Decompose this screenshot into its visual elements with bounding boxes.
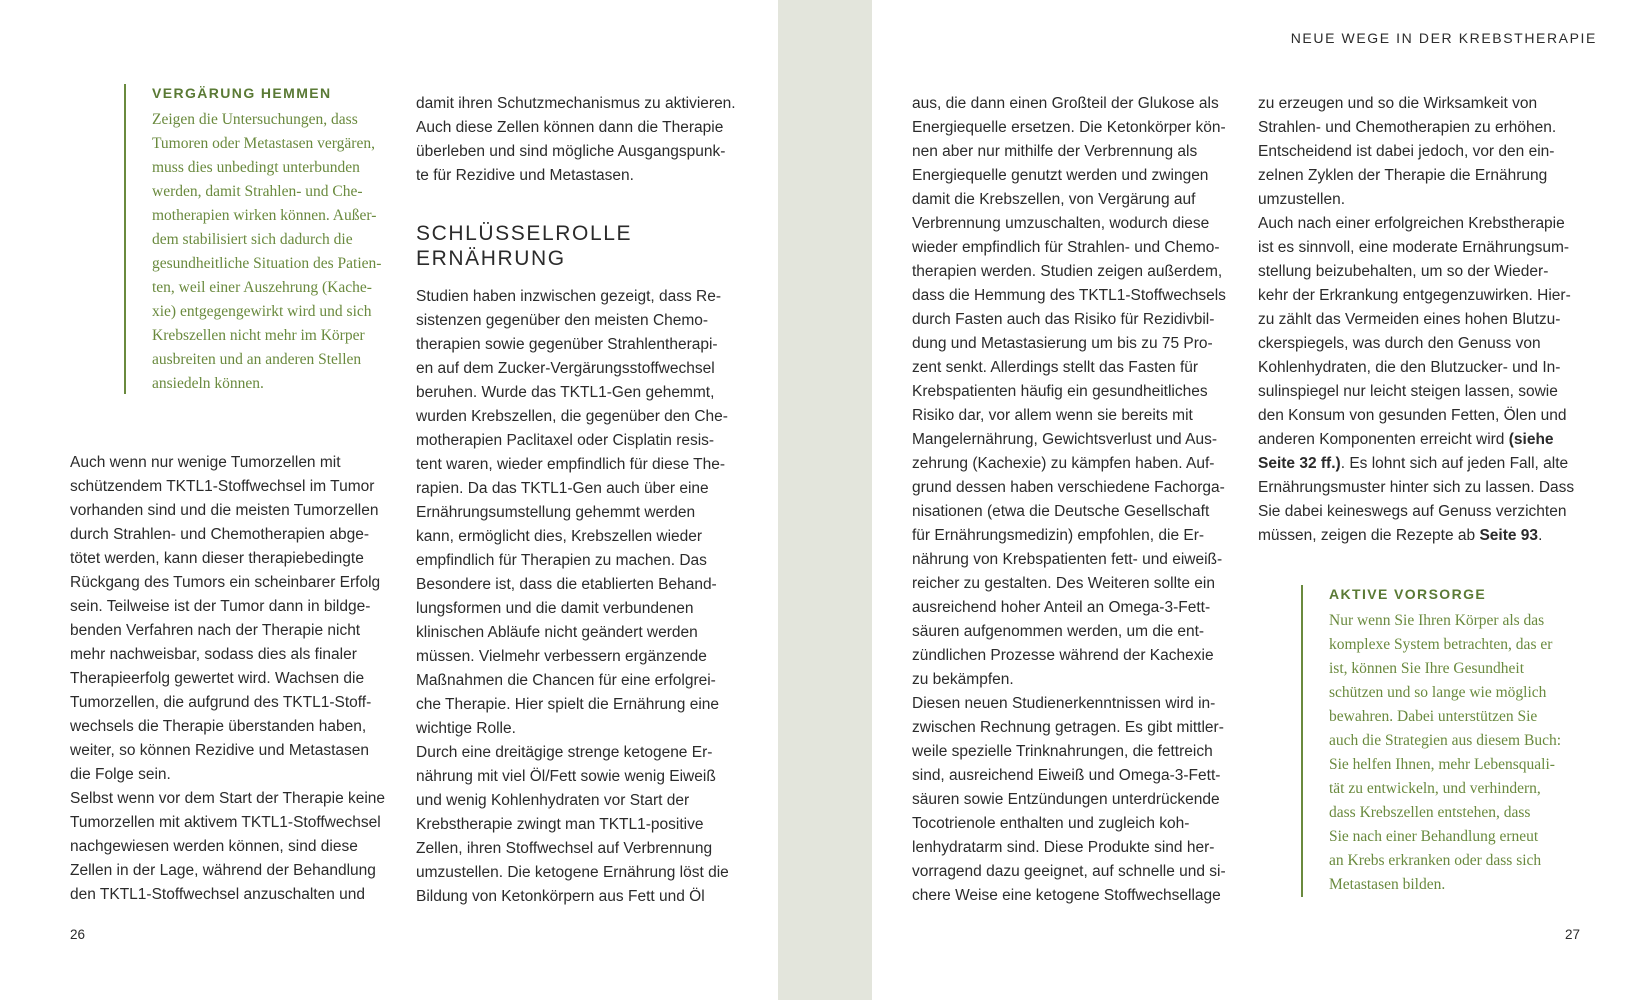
page-number-left: 26 [70, 927, 86, 942]
page-reference-line: Seite 32 ff.). Es lohnt sich auf jeden Fall, alte [1258, 455, 1569, 472]
book-gutter [778, 0, 872, 1000]
body-column-1: Auch wenn nur wenige Tumorzellen mit schützendem TKTL1-Stoffwechsel im Tumor vorhanden sind und die meisten Tumorzellen durch Strahlen- und Chemotherapien abge- tötet werden, kann dieser therapiebedingte Rückgang des Tumors ein scheinbarer Erfolg sein. Teilweise ist der Tumor dann in bildge- benden Verfahren nach der Therapie nicht mehr nachweisbar, sodass dies als finaler Therapieerfolg gewertet wird. Wachsen die Tumorzellen, die aufgrund des TKTL1-Stoff- wechsels die Therapie überstanden haben, weiter, so können Rezidive und Metastasen die Folge sein. Selbst wenn vor dem Start der Therapie keine Tumorzellen mit aktivem TKTL1-Stoffwechsel nachgewiesen werden können, sind diese Zellen in der Lage, während der Behandlung den TKTL1-Stoffwechsel anzuschalten und [70, 454, 386, 903]
body-column-4: zu erzeugen und so die Wirksamkeit von Strahlen- und Chemotherapien zu erhöhen. Entscheidend ist dabei jedoch, vor den ein- zelnen Zyklen der Therapie die Ernährung umzustellen. Auch nach einer erfolgreichen Krebstherapie ist es sinnvoll, eine moderate Ernährungsum- stellung beizubehalten, um so der Wieder- kehr der Erkrankung entgegenzuwirken. Hier- zu zählt das Vermeiden eines hohen Blutzu- ckerspiegels, was durch den Genuss von Kohlenhydraten, die den Blutzucker- und In- sulinspiegel nur leicht steigen lassen, sowie den Konsum von gesunden Fetten, Ölen und anderen Komponenten erreicht wird (siehe Seite 32 ff.). Es lohnt sich auf jeden Fall, alte Ernährungsmuster hinter sich zu lassen. Dass Sie dabei keineswegs auf Genuss verzichten müssen, zeigen die Rezepte ab Seite 93. [1258, 92, 1574, 548]
info-box-aktive-vorsorge [1301, 585, 1629, 897]
body-column-2: damit ihren Schutzmechanismus zu aktivieren. Auch diese Zellen können dann die Therapie überleben und sind mögliche Ausgangspunk- te für Rezidive und Metastasen. SCHLÜSSELROLLE ERNÄHRUNG Studien haben inzwischen gezeigt, dass Re- sistenzen gegenüber den meisten Chemo- therapien sowie gegenüber Strahlentherapi- en auf dem Zucker-Vergärungsstoffwechsel beruhen. Wurde das TKTL1-Gen gehemmt, wurden Krebszellen, die gegenüber den Che- motherapien Paclitaxel oder Cisplatin resis- tent waren, wieder empfindlich für diese The- rapien. Da das TKTL1-Gen auch über eine Ernährungsumstellung gehemmt werden kann, ermöglicht dies, Krebszellen wieder empfindlich für Therapien zu machen. Das Besondere ist, dass die etablierten Behand- lungsformen und die damit verbundenen klinischen Abläufe nicht geändert werden müssen. Vielmehr verbessern ergänzende Maßnahmen die Chancen für eine erfolgrei- che Therapie. Hier spielt die Ernährung eine wichtige Rolle. Durch eine dreitägige strenge ketogene Er- nährung mit viel Öl/Fett sowie wenig Eiweiß und wenig Kohlenhydraten vor Start der Krebstherapie zwingt man TKTL1-positive Zellen, ihren Stoffwechsel auf Verbrennung umzustellen. Die ketogene Ernährung löst die Bildung von Ketonkörpern aus Fett und Öl [416, 95, 736, 905]
page-reference: Seite 93 [1479, 527, 1539, 544]
info-box-vergaerung-hemmen [124, 84, 432, 394]
page-reference: (siehe [1508, 431, 1554, 448]
left-page [0, 0, 778, 1000]
info-box-title: VERGÄRUNG HEMMEN [152, 85, 332, 101]
page-reference-line: müssen, zeigen die Rezepte ab Seite 93. [1258, 527, 1543, 544]
section-heading: SCHLÜSSELROLLE ERNÄHRUNG [416, 222, 633, 270]
info-box-body: Nur wenn Sie Ihren Körper als das komplexe System betrachten, das er ist, können Sie Ihre Gesundheit schützen und so lange wie möglich bewahren. Dabei unterstützen Sie auch die Strategien aus diesem Buch: Sie helfen Ihnen, mehr Lebensquali- tät zu entwickeln, und verhindern, dass Krebszellen entstehen, dass Sie nach einer Behandlung erneut an Krebs erkranken oder dass sich Metastasen bilden. [1329, 612, 1562, 893]
info-box-title: AKTIVE VORSORGE [1329, 586, 1487, 602]
body-column-3: aus, die dann einen Großteil der Glukose als Energiequelle ersetzen. Die Ketonkörper kön- nen aber nur mithilfe der Verbrennung als Energiequelle genutzt werden und zwingen damit die Krebszellen, von Vergärung auf Verbrennung umzuschalten, wodurch diese wieder empfindlich für Strahlen- und Chemo- therapien werden. Studien zeigen außerdem, dass die Hemmung des TKTL1-Stoffwechsels durch Fasten auch das Risiko für Rezidivbil- dung und Metastasierung um bis zu 75 Pro- zent senkt. Allerdings stellt das Fasten für Krebspatienten häufig ein gesundheitliches Risiko dar, vor allem wenn sie bereits mit Mangelernährung, Gewichtsverlust und Aus- zehrung (Kachexie) zu kämpfen haben. Auf- grund dessen haben verschiedene Fachorga- nisationen (etwa die Deutsche Gesellschaft für Ernährungsmedizin) empfohlen, die Er- nährung von Krebspatienten fett- und eiweiß- reicher zu gestalten. Des Weiteren sollte ein ausreichend hoher Anteil an Omega-3-Fett- säuren aufgenommen werden, um die ent- zündlichen Prozesse während der Kachexie zu bekämpfen. Diesen neuen Studienerkenntnissen wird in- zwischen Rechnung getragen. Es gibt mittler- weile spezielle Trinknahrungen, die fettreich sind, ausreichend Eiweiß und Omega-3-Fett- säuren sowie Entzündungen unterdrückende Tocotrienole enthalten und zugleich koh- lenhydratarm sind. Diese Produkte sind her- vorragend dazu geeignet, auf schnelle und si- chere Weise eine ketogene Stoffwechsellage [912, 95, 1226, 904]
page-reference-line: anderen Komponenten erreicht wird (siehe [1258, 431, 1554, 448]
page-reference: Seite 32 ff.) [1258, 455, 1341, 472]
info-box-body: Zeigen die Untersuchungen, dass Tumoren oder Metastasen vergären, muss dies unbedingt unterbunden werden, damit Strahlen- und Che- motherapien wirken können. Außer- dem stabilisiert sich dadurch die gesundheitliche Situation des Patien- ten, weil einer Auszehrung (Kache- xie) entgegengewirkt wird und sich Krebszellen nicht mehr im Körper ausbreiten und an anderen Stellen ansiedeln können. [152, 111, 382, 392]
page-number-right: 27 [1565, 927, 1581, 942]
running-head: NEUE WEGE IN DER KREBSTHERAPIE [1290, 30, 1597, 46]
